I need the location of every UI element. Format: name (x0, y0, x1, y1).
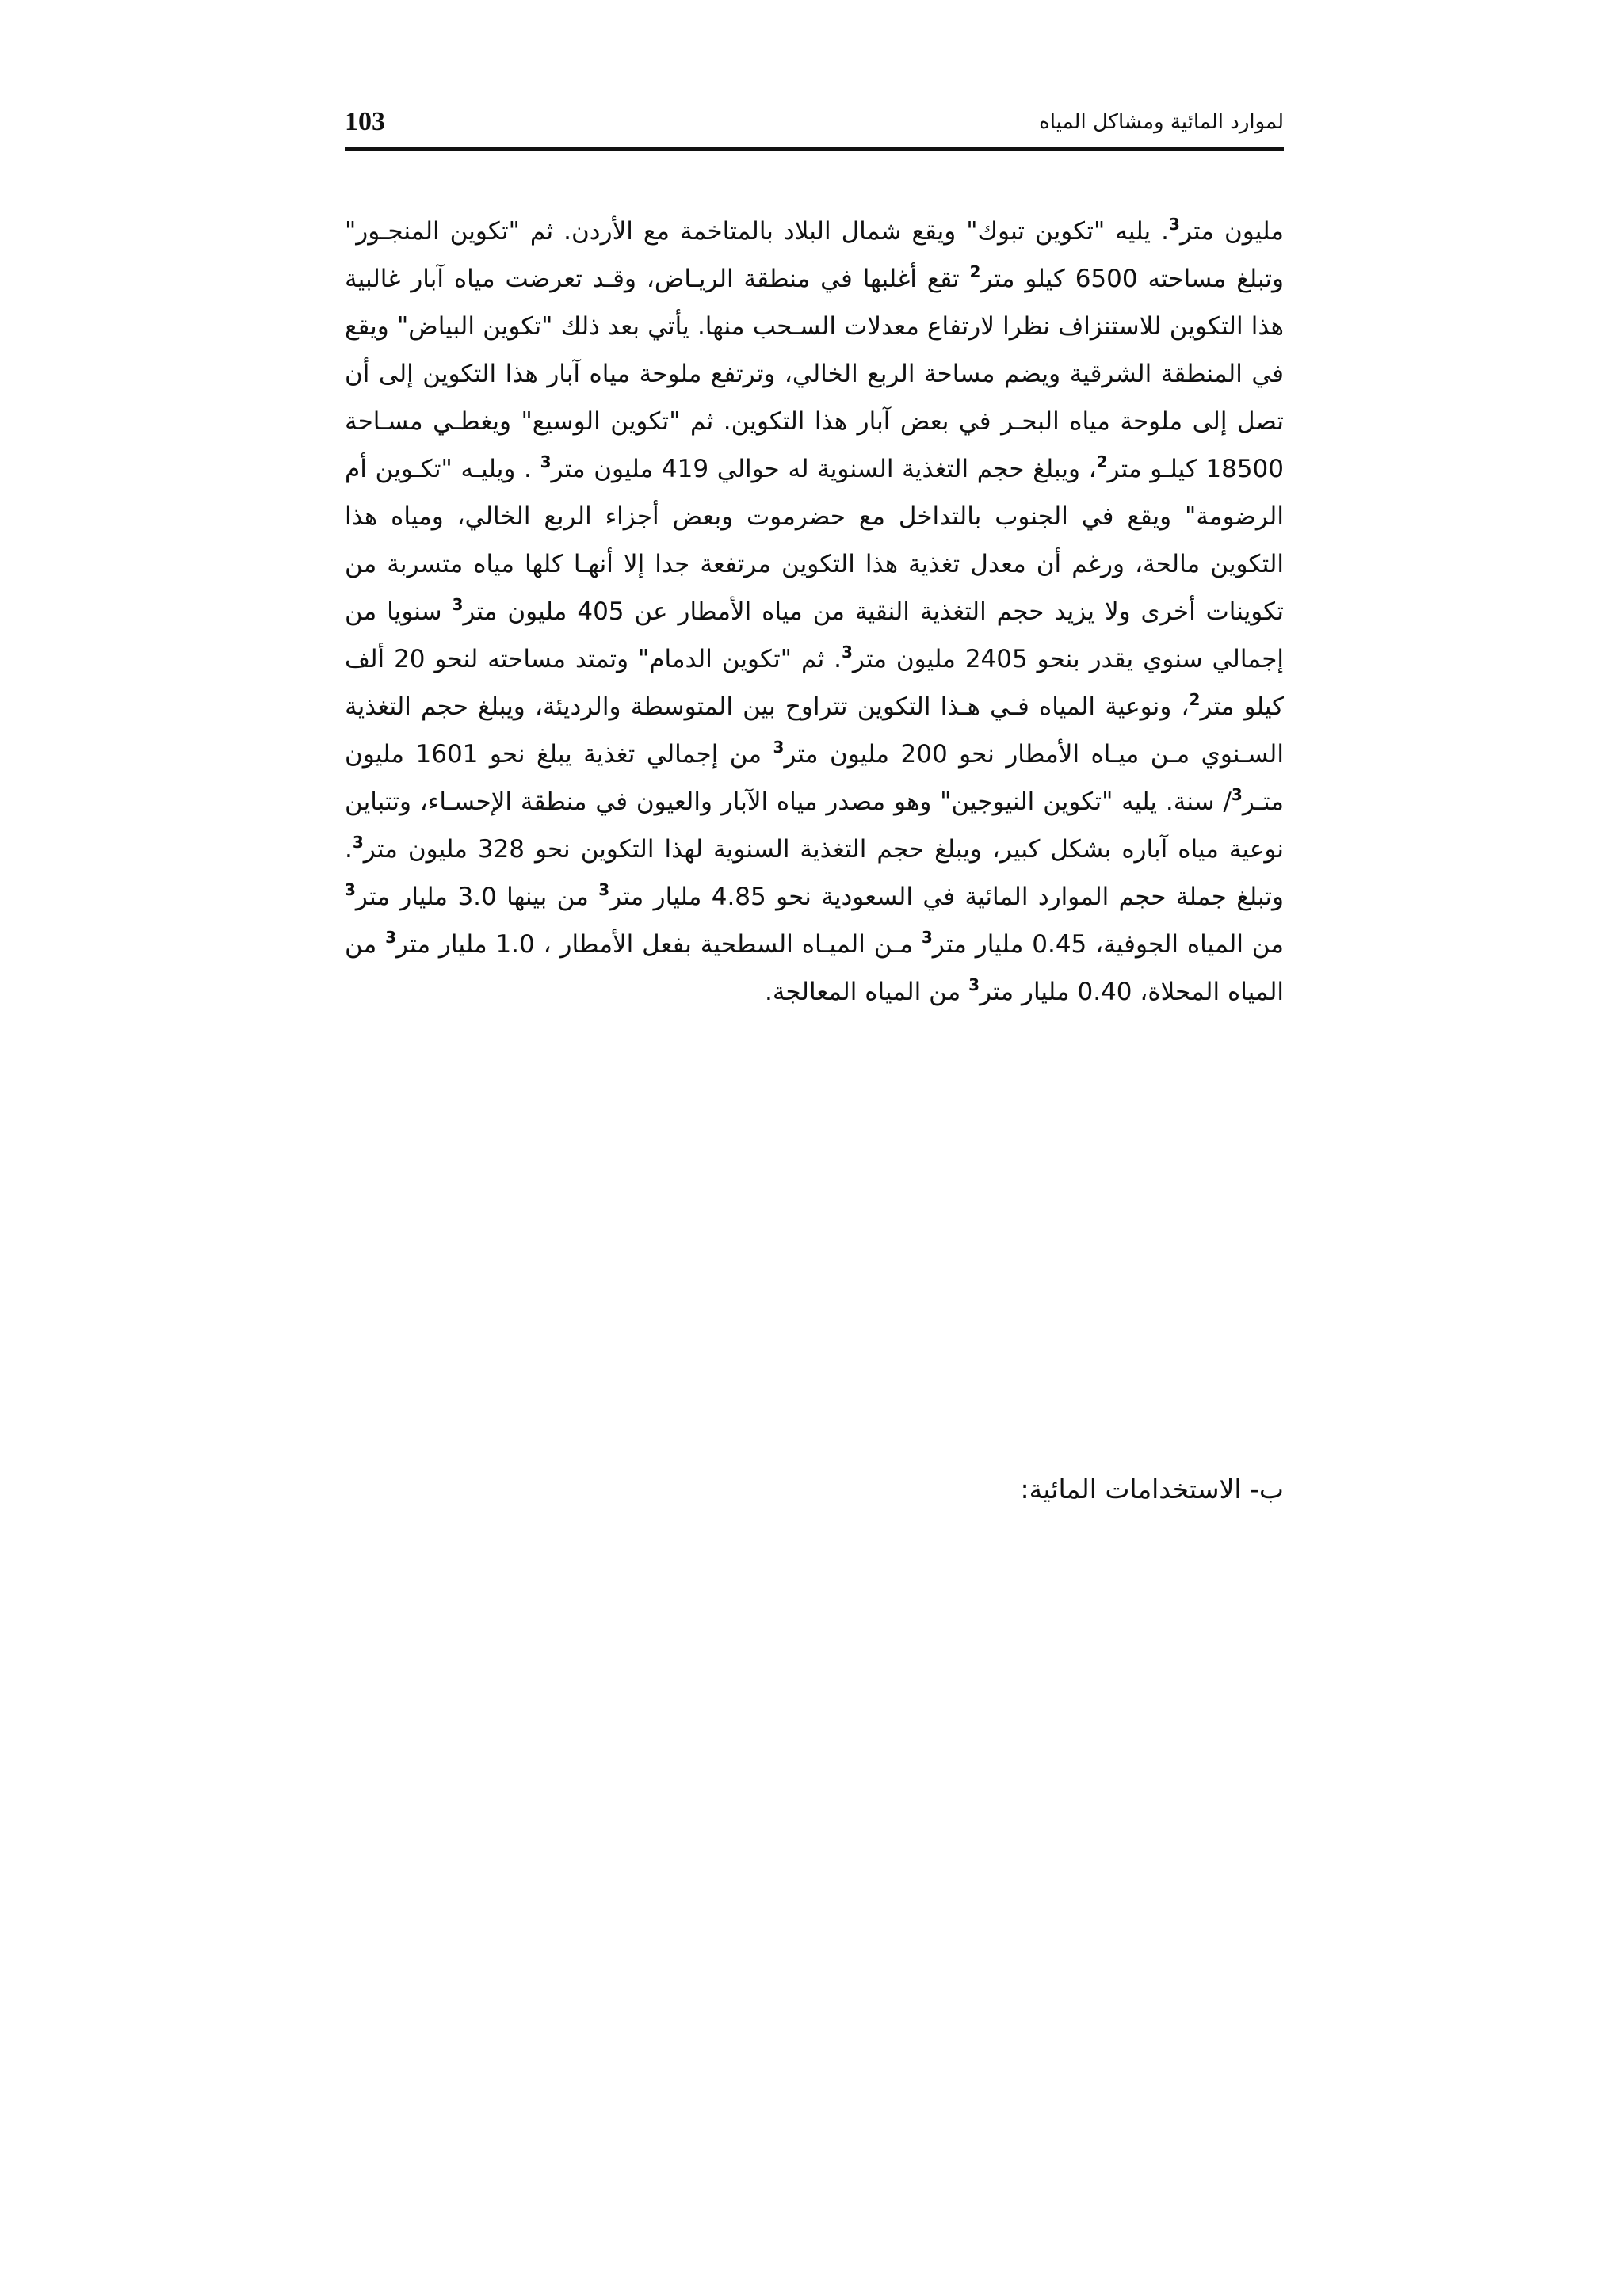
text-run: . ويليـه "تكـوين أم الرضومة" ويقع في الجنوب بالتداخل مع حضرموت وبعض أجزاء الربع الخالي، ومياه هذا التكوين مالحة، ورغم أن معدل تغذية هذا التكوين مرتفعة جدا إلا أنهـا كلها مياه متسربة من تكوينات أخرى ولا يزيد حجم التغذية النقية من مياه الأمطار عن 405 مليون متر (345, 455, 1284, 626)
body-paragraph (345, 208, 1284, 1016)
text-run: . وتبلغ جملة حجم الموارد المائية في السعودية نحو 4.85 مليار متر (345, 835, 1284, 911)
text-run: . ثم "تكوين الدمام" وتمتد مساحته لنحو 20 ألف كيلو متر (345, 645, 1284, 721)
section-heading: ب- الاستخدامات المائية: (1020, 1474, 1284, 1505)
superscript: 3 (841, 643, 853, 662)
text-run: من المياه المحلاة، 0.40 مليار متر (345, 930, 1284, 1006)
superscript: 3 (921, 928, 933, 947)
text-run: مـن الميـاه السطحية بفعل الأمطار ، 1.0 مليار متر (396, 930, 922, 959)
superscript: 3 (452, 595, 464, 614)
text-run: من المياه الجوفية، 0.45 مليار متر (932, 930, 1285, 959)
text-run: مليون متر (1179, 217, 1285, 246)
superscript: 3 (345, 880, 356, 899)
superscript: 3 (385, 928, 396, 947)
text-run: تقع أغلبها في منطقة الريـاض، وقـد تعرضت مياه آبار غالبية هذا التكوين للاستنزاف نظرا لارتفاع معدلات السـحب منها. يأتي بعد ذلك "تكوين البياض" ويقع في المنطقة الشرقية ويضم مساحة الربع الخالي، وترتفع ملوحة مياه آبار هذا التكوين إلى أن تصل إلى ملوحة مياه البحـر في بعض آبار هذا التكوين. ثم "تكوين الوسيع" ويغطـي مسـاحة 18500 كيلـو متر (345, 265, 1285, 483)
superscript: 3 (968, 975, 980, 994)
superscript: 3 (1231, 785, 1243, 804)
superscript: 2 (969, 262, 981, 281)
superscript: 3 (598, 880, 610, 899)
running-header (345, 101, 1284, 149)
text-run: من إجمالي تغذية يبلغ نحو 1601 مليون متـر (345, 740, 1284, 816)
text-run: سنويا من إجمالي سنوي يقدر بنحو 2405 مليون متر (345, 597, 1284, 673)
running-header-title: لموارد المائية ومشاكل المياه (1039, 110, 1284, 134)
superscript: 3 (1169, 215, 1180, 234)
text-run: ، ويبلغ حجم التغذية السنوية له حوالي 419 مليون متر (551, 455, 1097, 483)
superscript: 3 (773, 738, 785, 757)
superscript: 2 (1096, 452, 1108, 471)
superscript: 3 (352, 833, 364, 852)
text-run: . يليه "تكوين تبوك" ويقع شمال البلاد بالمتاخمة مع الأردن. ثم "تكوين المنجـور" وتبلغ مساحته 6500 كيلو متر (345, 217, 1284, 293)
text-run: من المياه المعالجة. (765, 978, 969, 1006)
superscript: 3 (540, 452, 552, 471)
text-run: من بينها 3.0 مليار متر (355, 883, 599, 911)
text-run: / سنة. يليه "تكوين النيوجين" وهو مصدر مياه الآبار والعيون في منطقة الإحسـاء، وتتباين نوعية مياه آباره بشكل كبير، ويبلغ حجم التغذية السنوية لهذا التكوين نحو 328 مليون متر (345, 788, 1284, 864)
superscript: 2 (1189, 690, 1201, 709)
page-number: 103 (345, 107, 385, 136)
text-run: ، ونوعية المياه فـي هـذا التكوين تتراوح بين المتوسطة والرديئة، ويبلغ حجم التغذية السـنوي مـن ميـاه الأمطار نحو 200 مليون متر (345, 692, 1284, 769)
header-divider (345, 147, 1284, 151)
